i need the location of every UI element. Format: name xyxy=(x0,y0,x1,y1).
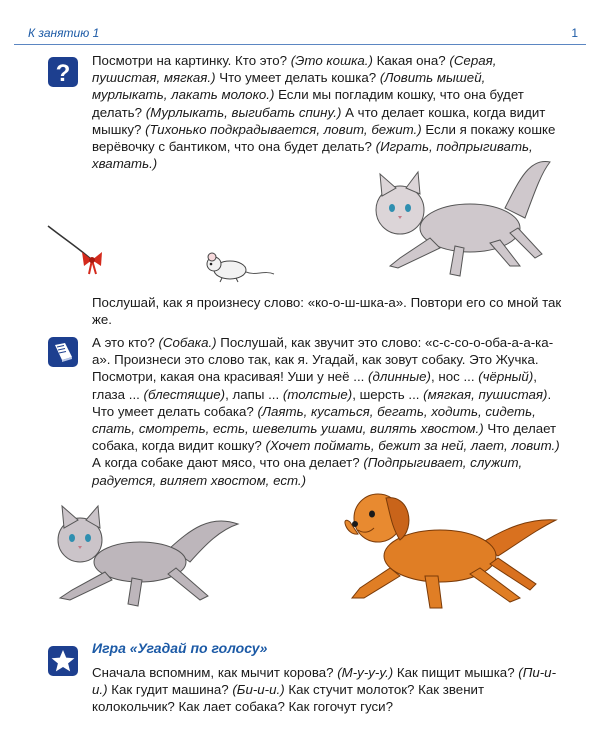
text-run: Что делает собака, когда видит кошку? xyxy=(92,421,557,454)
answer-hint: (Это кошка.) xyxy=(290,53,373,68)
answer-hint: (толстые) xyxy=(282,386,353,402)
answer-hint: (Подпрыгивает, служит, радуется, виляет хвостом, ест.) xyxy=(92,455,523,488)
answer-hint: (чёрный) xyxy=(478,369,534,385)
cat-illustration xyxy=(360,148,560,283)
text-run: Посмотри на картинку. Кто это? xyxy=(92,53,291,68)
answer-hint: (Мурлыкать, выгибать спину.) xyxy=(145,104,342,120)
paragraph-dog-questions xyxy=(92,334,562,489)
answer-hint: (Лаять, кусаться, бегать, ходить, сидеть, спать, смотреть, есть, шевелить ушами, вилять хвостом.) xyxy=(92,403,536,437)
book-badge xyxy=(48,337,78,367)
text-run: А это кто? xyxy=(92,335,159,350)
answer-hint: (Би-и-и.) xyxy=(232,682,285,698)
answer-hint: (Серая, пушистая, мягкая.) xyxy=(92,53,497,86)
text-run: А что делает кошка, когда видит мышку? xyxy=(92,104,546,137)
text-run: Если я покажу кошке верёвочку с бантиком, что она будет делать? xyxy=(92,121,556,155)
text-run: Как пищит мышка? xyxy=(393,665,519,680)
text-run: Что умеет делать кошка? xyxy=(215,70,380,86)
text-run: Послушай, как звучит это слово: «с-с-со-о-оба-а-а-ка-а». Произнеси это слово так, как я. Угадай, как зовут собаку. Это Жучка. Посмотри, какая она красивая! Уши у неё ... xyxy=(92,335,554,385)
running-cat-illustration xyxy=(50,496,240,616)
answer-hint: (блестящие) xyxy=(143,386,226,402)
answer-hint: (Тихонько подкрадывается, ловит, бежит.) xyxy=(145,121,422,137)
question-badge xyxy=(48,57,78,87)
text-run: А когда собаке дают мясо, что она делает? xyxy=(92,455,364,471)
star-icon xyxy=(48,646,78,676)
text-run: Послушай, как я произнесу слово: «ко-о-ш-шка-а». Повтори его со мной так же. xyxy=(92,295,562,328)
string-with-bow-illustration xyxy=(46,222,116,278)
text-run: , лапы ... xyxy=(225,386,283,402)
answer-hint: (Играть, подпрыгивать, хватать.) xyxy=(92,139,533,172)
game-title: Игра «Угадай по голосу» xyxy=(92,640,268,656)
dog-illustration xyxy=(330,484,560,616)
section-label: К занятию 1 xyxy=(28,26,100,40)
text-run: Какая она? xyxy=(372,53,450,68)
answer-hint: (длинные) xyxy=(368,369,431,385)
answer-hint: (Собака.) xyxy=(158,335,217,350)
text-run: Если мы погладим кошку, что она будет делать? xyxy=(92,87,524,120)
page-number: 1 xyxy=(571,26,578,40)
header-rule xyxy=(14,44,586,45)
text-run: , шерсть ... xyxy=(352,386,424,402)
text-run: Как гудит машина? xyxy=(107,682,233,698)
mouse-illustration xyxy=(204,250,276,284)
answer-hint: (Хочет поймать, бежит за ней, лает, ловит.) xyxy=(265,438,560,454)
text-run: Сначала вспомним, как мычит корова? xyxy=(92,665,338,680)
star-badge xyxy=(48,646,78,676)
answer-hint: (М-у-у-у.) xyxy=(337,665,394,680)
paragraph-word-kitten xyxy=(92,294,562,328)
answer-hint: (мягкая, пушистая) xyxy=(423,386,548,402)
text-run: . Что умеет делать собака? xyxy=(92,386,552,419)
book-icon xyxy=(48,337,78,367)
svg-text:?: ? xyxy=(55,60,71,87)
text-run: , глаза ... xyxy=(92,369,537,402)
text-run: , нос ... xyxy=(430,369,479,385)
answer-hint: (Ловить мышей, мурлыкать, лакать молоко.) xyxy=(92,70,486,103)
page-header xyxy=(14,24,586,44)
answer-hint: (Пи-и-и.) xyxy=(92,665,557,698)
text-run: Как стучит молоток? Как звенит колокольчик? Как лает собака? Как гогочут гуси? xyxy=(92,682,485,715)
question-icon xyxy=(48,57,78,87)
paragraph-guess-by-voice xyxy=(92,664,562,716)
